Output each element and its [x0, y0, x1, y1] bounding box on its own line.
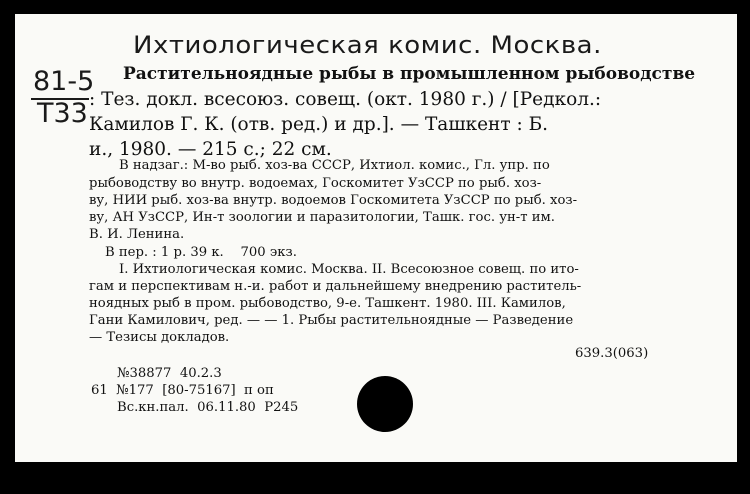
footer-line-3: Вс.кн.пал. 06.11.80 Р245: [117, 400, 299, 415]
tracing-line-1: I. Ихтиологическая комис. Москва. II. Всесоюзное совещ. по ито-: [119, 262, 579, 277]
handwritten-title: Ихтиологическая комис. Москва.: [133, 32, 602, 60]
call-number-top: 81-5: [33, 66, 95, 97]
note-line-5: В. И. Ленина.: [89, 227, 185, 242]
tracing-line-5: — Тезисы докладов.: [89, 330, 230, 345]
tracing-line-2: гам и перспективам н.-и. работ и дальнейшему внедрению раститель-: [89, 279, 582, 294]
call-number-bottom: Т33: [37, 98, 88, 129]
classification-number: 639.3(063): [575, 346, 649, 361]
body-line-1: : Тез. докл. всесоюз. совещ. (окт. 1980 г.) / [Редкол.:: [89, 89, 602, 110]
punch-hole: [357, 376, 413, 432]
tracing-line-4: Гани Камилович, ред. — — 1. Рыбы растительноядные — Разведение: [89, 313, 574, 328]
note-line-4: ву, АН УзССР, Ин-т зоологии и паразитологии, Ташк. гос. ун-т им.: [89, 210, 555, 225]
body-line-3: и., 1980. — 215 с.; 22 см.: [89, 139, 332, 160]
note-line-3: ву, НИИ рыб. хоз-ва внутр. водоемов Госкомитета УзССР по рыб. хоз-: [89, 193, 578, 208]
note-line-2: рыбоводству во внутр. водоемах, Госкомитет УзССР по рыб. хоз-: [89, 176, 542, 191]
footer-line-2: 61 №177 [80-75167] п оп: [91, 383, 274, 398]
note-line-1: В надзаг.: М-во рыб. хоз-ва СССР, Ихтиол. комис., Гл. упр. по: [119, 158, 550, 173]
footer-line-1: №38877 40.2.3: [117, 366, 222, 381]
body-line-2: Камилов Г. К. (отв. ред.) и др.]. — Ташкент : Б.: [89, 114, 549, 135]
price-line: В пер. : 1 р. 39 к. 700 экз.: [105, 245, 297, 260]
record-title: Растительноядные рыбы в промышленном рыбоводстве: [123, 64, 696, 84]
tracing-line-3: ноядных рыб в пром. рыбоводство, 9-е. Ташкент. 1980. III. Камилов,: [89, 296, 566, 311]
